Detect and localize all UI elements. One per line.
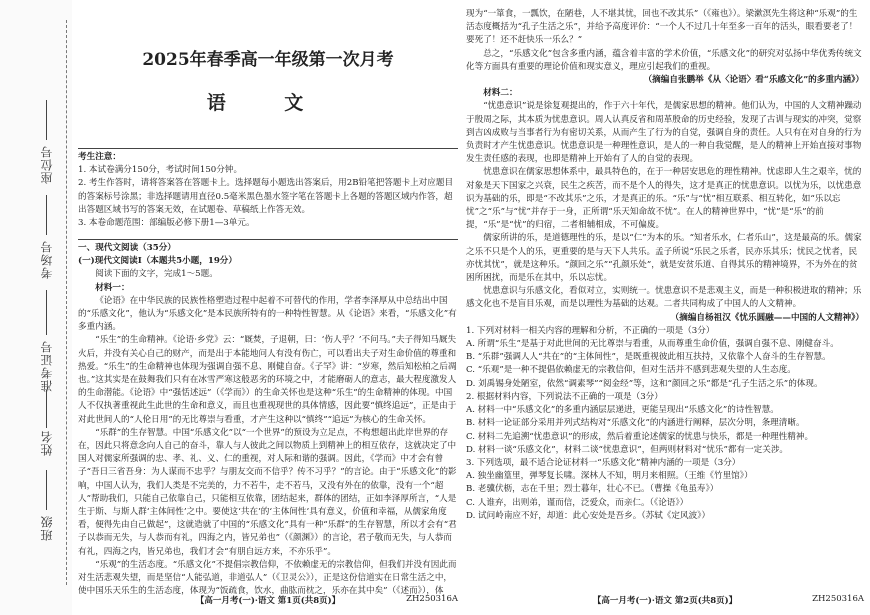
reading-material-one — [78, 242, 458, 597]
footer-page-info: 【高一月考(一)·语文 第2页(共8页)】 — [592, 596, 738, 606]
notes-heading: 考生注意： — [78, 152, 121, 162]
option-c: C. 人谁弃，出则弟，谨而信，泛爱众，而亲仁。（《论语》） — [466, 497, 689, 508]
note-item: 2. 考生作答时，请将答案答在答题卡上。选择题每小题选出答案后，用2B铅笔把答题卡上对应题目的答案标号涂黑；非选择题请用直径0.5毫米黑色墨水签字笔在答题卡上各题的答题区域内作答，超出答题区域书写的答案无效，在试题卷、草稿纸上作答无效。 — [78, 178, 454, 215]
subsection-heading: (一)现代文阅读Ⅰ（本题共5小题，19分） — [78, 256, 237, 267]
paragraph: “乐观”的生活态度。“乐感文化”不提倡宗教信仰，不依赖虚无的宗教信仰，但我们并没有因此而对生活悲观失望，而是坚信“人能弘道，非道弘人”（《卫灵公》），正是这份信道实在日常生活之中，使中国乐天乐生的生活态度，体现为“饭疏食，饮水，曲肱而枕之，乐亦在其中矣”（《述而》），体 — [78, 559, 457, 597]
page-two — [466, 0, 864, 615]
question-stem: 3. 下列选项，最不适合论证材料一“乐感文化”精神内涵的一项是（3分） — [466, 457, 741, 468]
option-c: C. “乐观”是一种不提倡依赖虚无的宗教信仰，但对生活并不感到悲观失望的人生态度。 — [466, 365, 796, 376]
exam-title: 2025年春季高一年级第一次月考 — [142, 50, 394, 70]
footer-code: ZH250316A — [812, 594, 864, 604]
note-item: 3. 本卷命题范围：部编版必修下册1—3单元。 — [78, 218, 255, 229]
option-b: B. 材料一论证部分采用并列式结构对“乐感文化”的内涵进行阐释，层次分明，条理清晰。 — [466, 418, 805, 429]
class-line — [46, 470, 47, 510]
question-stem: 2. 根据材料内容，下列说法不正确的一项是（3分） — [466, 391, 663, 402]
option-b: B. “乐群”强调人人“共在”的“主体间性”，是既重视彼此相互扶持，又依靠个人奋斗的生存智慧。 — [466, 352, 831, 363]
name-label: 姓名 — [40, 430, 54, 456]
source-citation: （摘编自杨祖汉《忧乐圆融——中国的人文精神》） — [670, 312, 864, 323]
material-two-label: 材料二： — [483, 88, 518, 99]
option-b: B. 老骥伏枥，志在千里；烈士暮年，壮心不已。（曹操《龟虽寿》） — [466, 484, 719, 495]
page-one — [78, 0, 458, 615]
seat-line — [46, 100, 47, 140]
subject-title: 语 文 — [206, 92, 330, 114]
ticket-label: 准考证号 — [40, 340, 54, 392]
question-1 — [466, 325, 864, 391]
footer-page-info: 【高一月考(一)·语文 第1页(共8页)】 — [195, 596, 341, 606]
section-heading: 一、现代文阅读（35分） — [78, 243, 176, 253]
question-stem: 1. 下列对材料一相关内容的理解和分析，不正确的一项是（3分） — [466, 325, 715, 336]
binding-margin — [0, 0, 72, 615]
footer-code: ZH250316A — [406, 594, 458, 604]
paragraph: 总之，“乐感文化”包含多重内涵，蕴含着丰富的学术价值，“乐感文化”的研究对弘扬中华优秀传统文化等方面具有重要的理论价值和现实意义，理应引起我们的重视。 — [466, 48, 862, 72]
binding-dashed-line — [66, 20, 67, 585]
paragraph: “乐群”的生存智慧。中国“乐感文化”以“一个世界”的预设为立足点，不构想超出此岸世界的存在，因此只将意念向人自己的奋斗，靠人与人彼此之间以物质上到精神上的相互依存，这就决定了中国人对儒家所强调的忠、孝、礼、义、仁的重视，对人际和谐的强调。因此，《学而》中才会有曾子“吾日三省吾身：为人谋而不忠乎？与朋友交而不信乎？传不习乎？”的言论。由于“乐感文化”的影响，中国人认为，我们人类是不完美的，力不若牛，走不若马，又没有外在的依靠，没有一个“超人”帮助我们，只能自己依靠自己，只能相互依靠，团结起来，群体的团结，正如李泽厚所言，“人是生于斯、与斯人群‘主体间性’之中。要使这‘共在’的‘主体间性’具有意义，价值和幸福，从儒家角度看，便得先由自己做起”，这就造就了中国的“乐感文化”具有一种“乐群”的生存智慧，所以才会有“君子以恭而无失，与人恭而有礼，四海之内，皆兄弟也”（《颜渊》）的言论，君子敬而无失，与人恭而有礼，四海之内，皆兄弟也，我们才会“有朋自远方来，不亦乐乎”。 — [78, 427, 457, 557]
option-a: A. 独坐幽篁里，弹琴复长啸。深林人不知，明月来相照。（王维《竹里馆》） — [466, 471, 753, 482]
instruction: 阅读下面的文字，完成1～5题。 — [95, 269, 218, 280]
paragraph: 忧患意识与乐感文化，看似对立，实则统一。忧患意识不是悲观主义，而是一种积极进取的精神；乐感文化也不是盲目乐观，而是以理性为基础的达观。二者共同构成了中国人的人文精神。 — [466, 286, 862, 310]
reading-material-two — [466, 8, 864, 590]
note-item: 1. 本试卷满分150分，考试时间150分钟。 — [78, 165, 243, 176]
option-c: C. 材料二先追溯“忧患意识”的形成，然后着重论述儒家的忧患与快乐，都是一种理性精神。 — [466, 431, 814, 442]
name-line — [46, 390, 47, 428]
option-a: A. 材料一中“乐感文化”的多重内涵层层递进，更能呈现出“乐感文化”的诗性智慧。 — [466, 405, 779, 416]
paragraph: 忧患意识在儒家思想体系中，最具特色的，在于一种居安思危的理性精神。忧虑即人生之艰辛，忧的对象是天下国家之兴衰，民生之疾苦，而不是个人的得失，这才是真正的忧患意识。以忧为乐，以忧患意识为基础的乐，即是“不改其乐”之乐，才是真正的乐。“乐”与“忧”相互联系、相互转化，如“乐以忘忧”之“乐”与“忧”并存于一身，正所谓“乐天知命故不忧”。在人的精神世界中，“忧”是“乐”的前提，“乐”是“忧”的归宿，二者相辅相成，不可偏废。 — [466, 167, 862, 231]
paragraph: 《论语》在中华民族的民族性格塑造过程中起着不可替代的作用，学者李泽厚从中总结出中国的“乐感文化”，他认为“乐感文化”是本民族所特有的一种特性智慧。从《论语》来看，“乐感文化”有多重内涵。 — [78, 295, 457, 333]
option-d: D. 试问岭南应不好，却道：此心安处是吾乡。（苏轼《定风波》） — [466, 510, 711, 521]
paragraph: 儒家所讲的乐，是道德理性的乐，是以“仁”为本的乐。“知者乐水，仁者乐山”，这是最高的乐。儒家之乐不只是个人的乐，更重要的是与天下人共乐。孟子所说“乐民之乐者，民亦乐其乐；忧民之忧者，民亦忧其忧”，就是这种乐。“颜回之乐”“孔颜乐处”，就是安贫乐道、自得其乐的精神境界，不为外在的贫困所困扰，而是乐在其中，乐以忘忧。 — [466, 233, 862, 284]
option-d: D. 刘禹锡身处陋室，依然“调素琴”“阅金经”等，这和“颜回之乐”都是“孔子生活之乐”的体现。 — [466, 378, 823, 389]
ticket-line — [46, 290, 47, 335]
seat-label: 座位号 — [40, 145, 54, 184]
question-2 — [466, 391, 864, 457]
option-d: D. 材料一谈“乐感文化”，材料二谈“忧患意识”，但两则材料对“忧乐”都有一定关涉。 — [466, 444, 789, 455]
paragraph: “乐生”的生命精神。《论语·乡党》云：“厩焚，子退朝，曰：‘伤人乎？’不问马。”夫子得知马厩失火后，并没有关心自己的财产，而是出于本能地问人有没有伤亡，可以看出夫子对生命价值的尊重和热爱。“乐生”的生命精神也体现为强调自强不息、刚健自奋。《子罕》讲：“岁寒，然后知松柏之后凋也。”这其实是在鼓舞我们只有在冰雪严寒这般恶劣的环境之中，才能磨砺人的意志，最大程度激发人的生命潜能。《论语》中“强恬述远”（《学而》）的生命关怀也是这种“乐生”的生命精神的体现。中国人不仅执著重视此生此世的生命和意义，而且也重视现世的具体情感，因此要“慎终追远”，正是由于对此世间人的“人伦日用”的无比尊崇与看重，才产生这种以“慎终”“追远”为核心的生命关怀。 — [78, 335, 457, 425]
paragraph: “忧患意识”说是徐复观提出的，作于六十年代，是儒家思想的精神。他们认为，中国的人文精神躁动于殷周之际，其本质为忧患意识。周人认真反省和周革殷命的历史经验，发现了古训与现实的冲突，觉察到吉凶成败与当事者行为有密切关系，从而产生了行为的自觉，强调自身的责任。人只有在对自身的行为负责时才产生忧患意识。忧患意识是一种理性意识，是人的一种自我觉醒，是人的精神上开始直接对事物发生责任感的表现，也即是精神上开始有了人的自觉的表现。 — [466, 101, 862, 165]
option-a: A. 所谓“乐生”是基于对此世间的无比尊崇与看重，从而尊重生命价值，强调自强不息、刚健奋斗。 — [466, 339, 839, 350]
question-3 — [466, 457, 864, 523]
class-label: 班级 — [40, 515, 54, 541]
exam-notes — [78, 148, 458, 240]
exam-room-line — [46, 195, 47, 235]
material-one-label: 材料一： — [95, 282, 130, 293]
source-citation: （摘编自张鹏举《从〈论语〉看“乐感文化”的多重内涵》） — [643, 75, 864, 86]
exam-room-label: 考场号 — [40, 240, 54, 279]
paragraph: 现为“一箪食，一瓢饮，在陋巷，人不堪其忧，回也不改其乐”（《雍也》）。梁漱溟先生将这种“乐观”的生活态度概括为“孔子生活之乐”，并给予高度评价：“一个人不过几十年至多一百年的活头，眼看要老了！要死了！还不赶快乐一乐么？” — [466, 9, 858, 46]
